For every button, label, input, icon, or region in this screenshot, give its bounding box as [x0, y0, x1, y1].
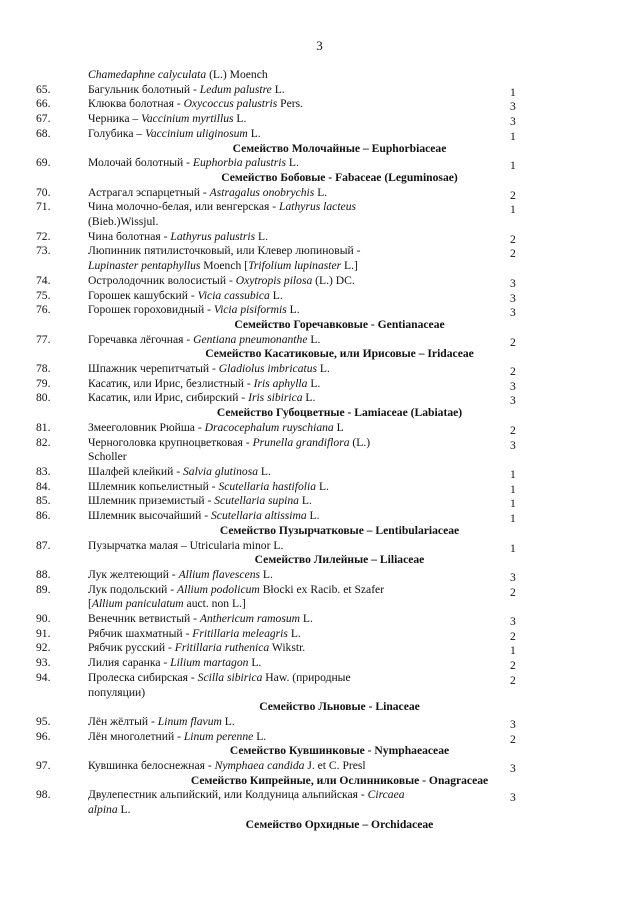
latin-name: Astragalus onobrychis — [209, 185, 315, 199]
authority: L. — [269, 288, 283, 302]
status-category: 3 — [510, 115, 516, 129]
russian-name: Касатик, или Ирис, сибирский - — [88, 391, 249, 405]
latin-name: Oxycoccus palustris — [183, 97, 278, 111]
status-category: 3 — [510, 791, 516, 805]
status-category: 3 — [510, 100, 516, 114]
species-row — [0, 641, 639, 656]
latin-synonym: Allium paniculatum — [91, 597, 184, 611]
russian-name: Шлемник приземистый - — [88, 494, 215, 508]
authority: L. — [316, 479, 329, 493]
russian-name: Венечник ветвистый - — [88, 612, 200, 626]
family-heading: Семейство Льновые - Linaceae — [259, 700, 420, 714]
species-text — [88, 465, 408, 480]
species-row — [0, 244, 639, 273]
authority: Pers. — [277, 97, 304, 111]
entry-number: 74. — [36, 273, 51, 287]
authority: L. — [117, 803, 131, 817]
family-heading: Семейство Кувшинковые - Nymphaeaceae — [229, 744, 450, 758]
species-text — [88, 112, 408, 127]
family-heading: Семейство Горечавковые - Gentianaceae — [234, 317, 445, 331]
entry-number: 84. — [36, 479, 51, 493]
species-row — [0, 97, 639, 112]
latin-name: Scutellaria supina — [214, 494, 299, 508]
status-category: 2 — [510, 629, 516, 643]
russian-name: Змееголовник Рюйша - — [88, 420, 205, 434]
species-row — [0, 303, 639, 318]
latin-name: Iris sibirica — [248, 391, 303, 405]
russian-name: Астрагал эспарцетный - — [88, 185, 210, 199]
russian-name: Рябчик шахматный - — [88, 626, 193, 640]
status-category: 1 — [510, 482, 516, 496]
status-category: 2 — [510, 188, 516, 202]
latin-name: Vicia pisiformis — [213, 303, 287, 317]
species-text — [88, 788, 408, 817]
species-row — [0, 759, 639, 774]
species-row — [0, 568, 639, 583]
species-text — [88, 97, 408, 112]
species-text — [88, 186, 408, 201]
status-category: 2 — [510, 732, 516, 746]
species-row — [0, 480, 639, 495]
authority: (L.) Moench — [206, 68, 268, 81]
entry-number: 86. — [36, 509, 51, 523]
entry-number: 78. — [36, 362, 51, 376]
status-category: 1 — [510, 467, 516, 481]
entry-number: 87. — [36, 538, 51, 552]
latin-name: Gladiolus imbricatus — [218, 362, 318, 376]
status-category: 3 — [510, 379, 516, 393]
authority: L. — [253, 729, 267, 743]
authority: L. — [260, 567, 273, 581]
species-text — [88, 436, 408, 465]
entry-number: 65. — [36, 82, 51, 96]
status-category: 1 — [510, 85, 516, 99]
authority: L. — [307, 332, 321, 346]
family-heading: Семейство Лилейные – Liliaceae — [254, 553, 425, 567]
latin-name: Iris aphylla — [253, 376, 308, 390]
authority: L. — [300, 612, 313, 626]
status-category: 2 — [510, 423, 516, 437]
russian-name: Кувшинка белоснежная - — [88, 759, 215, 773]
russian-name: Рябчик русский - — [88, 641, 175, 655]
russian-name: Касатик, или Ирис, безлистный - — [88, 376, 254, 390]
latin-name: Vaccinium myrtillus — [141, 112, 234, 126]
entry-number: 80. — [36, 391, 51, 405]
russian-name: Черноголовка крупноцветковая - — [88, 435, 253, 449]
authority: L. — [258, 464, 271, 478]
species-text — [88, 274, 408, 289]
latin-name: Prunella grandiflora — [252, 435, 350, 449]
authority: Wikstr. — [269, 641, 306, 655]
authority: L. — [248, 656, 262, 670]
entry-number: 68. — [36, 126, 51, 140]
species-row — [0, 377, 639, 392]
russian-name: Шлемник копьелистный - — [88, 479, 219, 493]
russian-name: Шпажник черепитчатый - — [88, 362, 219, 376]
species-text — [88, 230, 408, 245]
entry-number: 73. — [36, 244, 51, 258]
latin-name: Nymphaea candida — [214, 759, 305, 773]
entry-number: 66. — [36, 97, 51, 111]
species-row — [0, 583, 639, 612]
species-text — [88, 480, 408, 495]
family-heading: Семейство Касатиковые, или Ирисовые – Iridaceae — [205, 347, 474, 361]
latin-name: Circaea alpina — [88, 788, 405, 817]
family-heading: Семейство Кипрейные, или Ослинниковые - Onagraceae — [190, 773, 489, 787]
latin-name: Scutellaria hastifolia — [218, 479, 317, 493]
species-list — [0, 68, 639, 833]
species-row — [0, 715, 639, 730]
russian-name: Молочай болотный - — [88, 156, 193, 170]
species-text — [88, 244, 408, 273]
species-row — [0, 112, 639, 127]
russian-name: Пролеска сибирская - — [88, 670, 198, 684]
entry-number: 71. — [36, 200, 51, 214]
species-text — [88, 156, 408, 171]
latin-name: Euphorbia palustris — [192, 156, 287, 170]
status-category: 1 — [510, 129, 516, 143]
latin-name: Chamedaphne calyculata — [88, 68, 207, 81]
species-text — [88, 715, 408, 730]
authority: L. — [287, 626, 301, 640]
status-category: 1 — [510, 644, 516, 658]
status-category: 3 — [510, 762, 516, 776]
authority: L. — [307, 376, 321, 390]
species-text — [88, 730, 408, 745]
russian-name: Горечавка лёгочная - — [88, 332, 194, 346]
family-heading: Семейство Орхидные – Orchidaceae — [245, 817, 434, 831]
russian-name: Шлемник высочайший - — [88, 509, 211, 523]
russian-name: Черника – — [88, 112, 142, 126]
species-row — [0, 436, 639, 465]
status-category: 3 — [510, 394, 516, 408]
species-text — [88, 68, 408, 83]
authority: L — [333, 420, 344, 434]
authority: L. — [314, 185, 328, 199]
species-row — [0, 200, 639, 229]
species-text — [88, 671, 408, 700]
species-row — [0, 83, 639, 98]
authority: Haw. (природные популяции) — [88, 670, 351, 699]
authority: Moench [ — [200, 259, 249, 273]
entry-number: 82. — [36, 435, 51, 449]
latin-name: Dracocephalum ruyschiana — [204, 420, 334, 434]
species-row — [0, 627, 639, 642]
latin-name: Salvia glutinosa — [182, 464, 259, 478]
russian-name: Лён многолетний - — [88, 729, 184, 743]
entry-number: 97. — [36, 759, 51, 773]
entry-number: 88. — [36, 567, 51, 581]
russian-name: Остролодочник волосистый - — [88, 273, 236, 287]
authority: L. — [317, 362, 330, 376]
entry-number: 93. — [36, 656, 51, 670]
russian-name: Голубика – — [88, 126, 146, 140]
russian-name: Горошек кашубский - — [88, 288, 198, 302]
status-category: 1 — [510, 159, 516, 173]
authority: Błocki ex Racib. et Szafer [ — [88, 582, 385, 611]
species-row — [0, 274, 639, 289]
entry-number: 69. — [36, 156, 51, 170]
family-heading: Семейство Бобовые - Fabaceae (Leguminosae) — [221, 170, 458, 184]
page-number: 3 — [316, 38, 323, 53]
species-row — [0, 127, 639, 142]
authority: L. — [286, 156, 299, 170]
species-row — [0, 186, 639, 201]
entry-number: 67. — [36, 112, 51, 126]
species-text — [88, 127, 408, 142]
authority: L. — [302, 391, 316, 405]
status-category: 1 — [510, 541, 516, 555]
family-heading: Семейство Молочайные – Euphorbiaceae — [232, 141, 447, 155]
authority: J. et C. Presl — [304, 759, 366, 773]
latin-name: Scutellaria altissima — [211, 509, 307, 523]
species-row — [0, 494, 639, 509]
species-text — [88, 612, 408, 627]
species-row — [0, 509, 639, 524]
authority: L. — [255, 229, 268, 243]
latin-name: Vicia cassubica — [197, 288, 270, 302]
russian-name: Багульник болотный - — [88, 82, 200, 96]
entry-number: 94. — [36, 670, 51, 684]
authority: L. — [286, 303, 300, 317]
species-row — [0, 539, 639, 554]
synonym-authority: auct. non L.] — [183, 597, 246, 611]
russian-name: Люпинник пятилисточковый, или Клевер люпиновый - — [88, 244, 361, 258]
species-row — [0, 362, 639, 377]
species-text — [88, 421, 408, 436]
latin-name: Anthericum ramosum — [199, 612, 301, 626]
status-category: 1 — [510, 512, 516, 526]
status-category: 2 — [510, 232, 516, 246]
latin-name: Gentiana pneumonanthe — [193, 332, 308, 346]
species-text — [88, 568, 408, 583]
entry-number: 76. — [36, 303, 51, 317]
status-category: 2 — [510, 585, 516, 599]
family-heading: Семейство Губоцветные - Lamiaceae (Labiatae) — [216, 406, 463, 420]
species-row — [0, 788, 639, 817]
species-row — [0, 465, 639, 480]
entry-number: 77. — [36, 332, 51, 346]
russian-name: Чина болотная - — [88, 229, 171, 243]
species-text — [88, 759, 408, 774]
species-row — [0, 730, 639, 745]
status-category: 1 — [510, 497, 516, 511]
status-category: 2 — [510, 673, 516, 687]
species-text — [88, 583, 408, 612]
entry-number: 70. — [36, 185, 51, 199]
species-text — [88, 641, 408, 656]
russian-name: Пузырчатка малая – Utricularia minor L. — [88, 538, 284, 552]
russian-name: Чина молочно-белая, или венгерская - — [88, 200, 280, 214]
authority: (Bieb.)Wissjul. — [88, 215, 159, 229]
status-category: 1 — [510, 203, 516, 217]
status-category: 2 — [510, 365, 516, 379]
family-heading: Семейство Пузырчатковые – Lentibulariaceae — [219, 523, 460, 537]
species-row — [0, 612, 639, 627]
species-row — [0, 671, 639, 700]
russian-name: Двулепестник альпийский, или Колдуница альпийская - — [88, 788, 368, 802]
species-row — [0, 156, 639, 171]
russian-name: Лук желтеющий - — [88, 567, 179, 581]
entry-number: 90. — [36, 612, 51, 626]
latin-name: Lupinaster pentaphyllus — [88, 259, 201, 273]
entry-number: 83. — [36, 464, 51, 478]
russian-name: Лук подольский - — [88, 582, 178, 596]
latin-name: Fritillaria meleagris — [192, 626, 288, 640]
entry-number: 91. — [36, 626, 51, 640]
species-row — [0, 656, 639, 671]
species-text — [88, 362, 408, 377]
status-category: 2 — [510, 659, 516, 673]
authority: L. — [233, 112, 247, 126]
authority: L. — [298, 494, 312, 508]
species-row — [0, 68, 639, 83]
latin-name: Oxytropis pilosa — [235, 273, 313, 287]
synonym-authority: L.] — [341, 259, 358, 273]
entry-number: 81. — [36, 420, 51, 434]
entry-number: 79. — [36, 376, 51, 390]
status-category: 2 — [510, 247, 516, 261]
latin-name: Allium flavescens — [178, 567, 261, 581]
species-text — [88, 83, 408, 98]
latin-name: Lathyrus lacteus — [279, 200, 356, 214]
entry-number: 89. — [36, 582, 51, 596]
species-row — [0, 230, 639, 245]
authority: L. — [221, 714, 235, 728]
russian-name: Клюква болотная - — [88, 97, 184, 111]
species-text — [88, 627, 408, 642]
latin-name: Lathyrus palustris — [170, 229, 256, 243]
species-row — [0, 289, 639, 304]
latin-name: Vaccinium uliginosum — [145, 126, 248, 140]
latin-name: Ledum palustre — [199, 82, 272, 96]
authority: (L.) Scholler — [88, 435, 371, 464]
species-text — [88, 377, 408, 392]
latin-name: Scilla sibirica — [197, 670, 263, 684]
entry-number: 96. — [36, 729, 51, 743]
species-text — [88, 391, 408, 406]
authority: L. — [247, 126, 261, 140]
entry-number: 85. — [36, 494, 51, 508]
entry-number: 92. — [36, 641, 51, 655]
entry-number: 95. — [36, 714, 51, 728]
species-text — [88, 289, 408, 304]
entry-number: 72. — [36, 229, 51, 243]
species-text — [88, 494, 408, 509]
latin-name: Fritillaria ruthenica — [174, 641, 270, 655]
species-text — [88, 509, 408, 524]
status-category: 3 — [510, 276, 516, 290]
authority: (L.) DC. — [312, 273, 355, 287]
species-text — [88, 333, 408, 348]
status-category: 3 — [510, 438, 516, 452]
entry-number: 98. — [36, 788, 51, 802]
russian-name: Лилия саранка - — [88, 656, 171, 670]
species-row — [0, 333, 639, 348]
species-row — [0, 391, 639, 406]
species-text — [88, 200, 408, 229]
species-text — [88, 539, 408, 554]
authority: L. — [271, 82, 285, 96]
status-category: 3 — [510, 615, 516, 629]
latin-name: Lilium martagon — [170, 656, 249, 670]
status-category: 3 — [510, 570, 516, 584]
russian-name: Лён жёлтый - — [88, 714, 158, 728]
latin-synonym: Trifolium lupinaster — [248, 259, 342, 273]
status-category: 2 — [510, 335, 516, 349]
latin-name: Linum flavum — [157, 714, 222, 728]
species-text — [88, 303, 408, 318]
species-text — [88, 656, 408, 671]
species-row — [0, 421, 639, 436]
entry-number: 75. — [36, 288, 51, 302]
status-category: 3 — [510, 291, 516, 305]
status-category: 3 — [510, 717, 516, 731]
latin-name: Linum perenne — [183, 729, 254, 743]
authority: L. — [306, 509, 320, 523]
russian-name: Горошек гороховидный - — [88, 303, 214, 317]
latin-name: Allium podolicum — [177, 582, 260, 596]
status-category: 3 — [510, 306, 516, 320]
russian-name: Шалфей клейкий - — [88, 464, 183, 478]
